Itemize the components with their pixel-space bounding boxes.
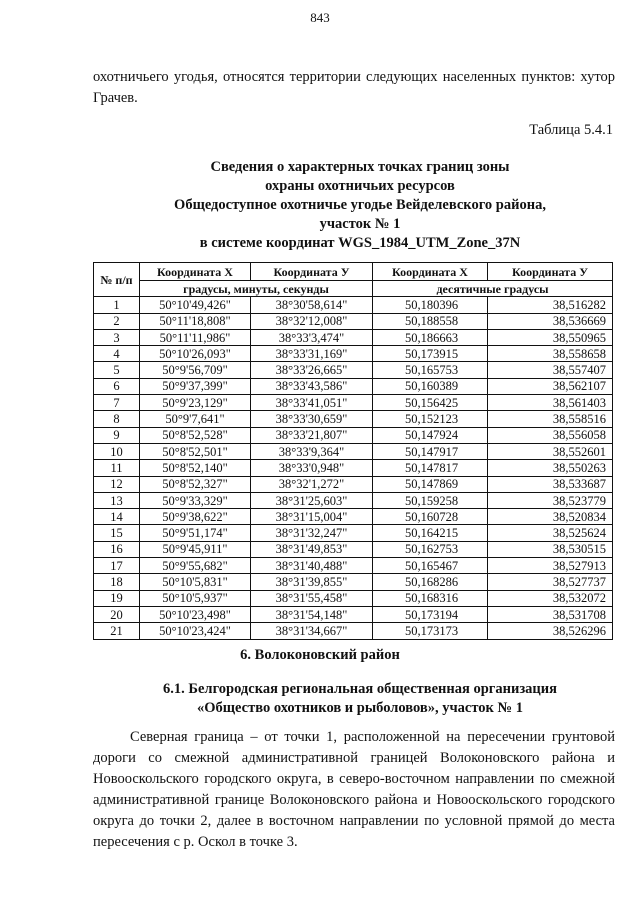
table-row (94, 590, 613, 606)
intro-text: охотничьего угодья, относятся территории следующих населенных пунктов: хутор Грачев. (93, 69, 615, 106)
row-number: 11 (94, 460, 140, 476)
coord-x-dec: 50,168286 (373, 574, 488, 590)
row-number: 3 (94, 329, 140, 345)
row-number: 6 (94, 378, 140, 394)
coord-x-dms: 50°9'23,129" (140, 395, 251, 411)
table-row (94, 313, 613, 329)
coord-y-dec: 38,525624 (488, 525, 613, 541)
coord-x-dec: 50,156425 (373, 395, 488, 411)
coord-y-dms: 38°33'43,586" (251, 378, 373, 394)
table-row (94, 509, 613, 525)
row-number: 7 (94, 395, 140, 411)
coord-y-dms: 38°31'25,603" (251, 492, 373, 508)
table-row (94, 297, 613, 313)
coord-x-dec: 50,147924 (373, 427, 488, 443)
table-row (94, 460, 613, 476)
coord-y-dec: 38,550263 (488, 460, 613, 476)
header-coord-x-dms: Координата X (140, 263, 251, 281)
caption-line: участок № 1 (319, 216, 401, 232)
coord-x-dec: 50,147817 (373, 460, 488, 476)
coord-x-dec: 50,160389 (373, 378, 488, 394)
row-number: 16 (94, 541, 140, 557)
coord-y-dms: 38°31'40,488" (251, 558, 373, 574)
coord-x-dms: 50°9'7,641" (140, 411, 251, 427)
coord-y-dms: 38°32'1,272" (251, 476, 373, 492)
coord-y-dec: 38,530515 (488, 541, 613, 557)
coord-x-dms: 50°10'5,831" (140, 574, 251, 590)
section-title: 6. Волоконовский район (240, 647, 400, 663)
coord-x-dec: 50,173173 (373, 623, 488, 639)
table-row (94, 411, 613, 427)
coord-y-dms: 38°31'39,855" (251, 574, 373, 590)
coord-x-dec: 50,173194 (373, 606, 488, 622)
table-row (94, 443, 613, 459)
table-row (94, 541, 613, 557)
caption-line: охраны охотничьих ресурсов (265, 178, 455, 194)
coord-y-dec: 38,562107 (488, 378, 613, 394)
coord-y-dec: 38,532072 (488, 590, 613, 606)
coord-y-dms: 38°31'55,458" (251, 590, 373, 606)
coord-y-dms: 38°33'21,807" (251, 427, 373, 443)
coord-y-dec: 38,527913 (488, 558, 613, 574)
table-row (94, 606, 613, 622)
row-number: 9 (94, 427, 140, 443)
row-number: 15 (94, 525, 140, 541)
table-caption (80, 158, 640, 253)
coord-y-dms: 38°31'34,667" (251, 623, 373, 639)
coord-x-dms: 50°9'37,399" (140, 378, 251, 394)
coord-y-dec: 38,552601 (488, 443, 613, 459)
coord-x-dms: 50°8'52,140" (140, 460, 251, 476)
coord-y-dms: 38°33'3,474" (251, 329, 373, 345)
coord-x-dec: 50,180396 (373, 297, 488, 313)
coord-x-dec: 50,159258 (373, 492, 488, 508)
coord-x-dms: 50°9'38,622" (140, 509, 251, 525)
row-number: 21 (94, 623, 140, 639)
table-row (94, 346, 613, 362)
caption-line: Общедоступное охотничье угодье Вейделевского района, (174, 197, 546, 213)
table-row (94, 329, 613, 345)
header-num: № п/п (94, 263, 140, 297)
header-dec-units: десятичные градусы (373, 281, 613, 297)
coord-y-dec: 38,516282 (488, 297, 613, 313)
row-number: 4 (94, 346, 140, 362)
coord-y-dms: 38°32'12,008" (251, 313, 373, 329)
coord-x-dms: 50°11'11,986" (140, 329, 251, 345)
coord-y-dms: 38°33'30,659" (251, 411, 373, 427)
row-number: 17 (94, 558, 140, 574)
table-row (94, 476, 613, 492)
coord-x-dms: 50°10'23,498" (140, 606, 251, 622)
row-number: 2 (94, 313, 140, 329)
organization-title (80, 680, 640, 718)
coord-y-dec: 38,557407 (488, 362, 613, 378)
coord-y-dms: 38°31'49,853" (251, 541, 373, 557)
coord-x-dec: 50,165467 (373, 558, 488, 574)
coord-y-dec: 38,526296 (488, 623, 613, 639)
coord-x-dec: 50,162753 (373, 541, 488, 557)
coord-y-dec: 38,531708 (488, 606, 613, 622)
table-row (94, 574, 613, 590)
caption-line: Сведения о характерных точках границ зоны (210, 159, 510, 175)
row-number: 10 (94, 443, 140, 459)
table-body (94, 297, 613, 639)
row-number: 5 (94, 362, 140, 378)
coord-y-dec: 38,536669 (488, 313, 613, 329)
table-label: Таблица 5.4.1 (529, 122, 613, 138)
coord-x-dec: 50,168316 (373, 590, 488, 606)
table-row (94, 427, 613, 443)
boundary-description: Северная граница – от точки 1, расположенной на пересечении грунтовой дороги со смежной административной границей Волоконовского района и Новооскольского городского округа, в северо-восточном направлении по смежной административной границе Волоконовского района и Новооскольского городского округа до точки 2, далее в восточном направлении по условной прямой до места пересечения с р. Оскол в точке 3. (93, 729, 615, 850)
coord-y-dec: 38,558658 (488, 346, 613, 362)
coord-x-dms: 50°9'45,911" (140, 541, 251, 557)
coord-y-dms: 38°33'0,948" (251, 460, 373, 476)
coord-y-dms: 38°33'9,364" (251, 443, 373, 459)
coord-x-dec: 50,165753 (373, 362, 488, 378)
coord-y-dms: 38°31'54,148" (251, 606, 373, 622)
coord-y-dec: 38,523779 (488, 492, 613, 508)
row-number: 1 (94, 297, 140, 313)
header-dms-units: градусы, минуты, секунды (140, 281, 373, 297)
coord-y-dms: 38°33'31,169" (251, 346, 373, 362)
coord-x-dms: 50°9'55,682" (140, 558, 251, 574)
coord-y-dec: 38,533687 (488, 476, 613, 492)
coord-x-dms: 50°9'33,329" (140, 492, 251, 508)
page-number: 843 (310, 10, 330, 25)
coord-x-dms: 50°10'49,426" (140, 297, 251, 313)
coord-x-dms: 50°9'51,174" (140, 525, 251, 541)
table-row (94, 362, 613, 378)
coord-x-dec: 50,147869 (373, 476, 488, 492)
coord-x-dec: 50,186663 (373, 329, 488, 345)
row-number: 14 (94, 509, 140, 525)
coord-y-dec: 38,558516 (488, 411, 613, 427)
coord-x-dms: 50°10'23,424" (140, 623, 251, 639)
header-coord-x-dec: Координата X (373, 263, 488, 281)
row-number: 8 (94, 411, 140, 427)
coord-x-dms: 50°8'52,501" (140, 443, 251, 459)
coord-y-dms: 38°33'41,051" (251, 395, 373, 411)
coord-y-dec: 38,561403 (488, 395, 613, 411)
row-number: 18 (94, 574, 140, 590)
org-title-line: «Общество охотников и рыболовов», участок № 1 (197, 700, 523, 716)
coord-x-dms: 50°11'18,808" (140, 313, 251, 329)
row-number: 19 (94, 590, 140, 606)
coord-y-dec: 38,527737 (488, 574, 613, 590)
coord-x-dms: 50°8'52,528" (140, 427, 251, 443)
coord-x-dec: 50,188558 (373, 313, 488, 329)
coord-y-dms: 38°33'26,665" (251, 362, 373, 378)
coord-x-dms: 50°10'26,093" (140, 346, 251, 362)
coord-y-dec: 38,556058 (488, 427, 613, 443)
coord-x-dms: 50°9'56,709" (140, 362, 251, 378)
row-number: 13 (94, 492, 140, 508)
coord-x-dec: 50,173915 (373, 346, 488, 362)
table-row (94, 558, 613, 574)
coord-x-dms: 50°10'5,937" (140, 590, 251, 606)
coord-y-dms: 38°31'32,247" (251, 525, 373, 541)
coord-y-dms: 38°30'58,614" (251, 297, 373, 313)
coord-x-dec: 50,152123 (373, 411, 488, 427)
coord-y-dms: 38°31'15,004" (251, 509, 373, 525)
table-row (94, 525, 613, 541)
table-row (94, 395, 613, 411)
table-row (94, 378, 613, 394)
coord-y-dec: 38,550965 (488, 329, 613, 345)
coord-x-dms: 50°8'52,327" (140, 476, 251, 492)
coord-x-dec: 50,147917 (373, 443, 488, 459)
table-row (94, 623, 613, 639)
coordinates-table (93, 262, 613, 640)
table-row (94, 492, 613, 508)
row-number: 20 (94, 606, 140, 622)
row-number: 12 (94, 476, 140, 492)
coord-y-dec: 38,520834 (488, 509, 613, 525)
header-coord-y-dec: Координата У (488, 263, 613, 281)
coord-x-dec: 50,164215 (373, 525, 488, 541)
org-title-line: 6.1. Белгородская региональная общественная организация (163, 681, 557, 697)
caption-line: в системе координат WGS_1984_UTM_Zone_37N (199, 235, 521, 251)
coord-x-dec: 50,160728 (373, 509, 488, 525)
header-coord-y-dms: Координата У (251, 263, 373, 281)
